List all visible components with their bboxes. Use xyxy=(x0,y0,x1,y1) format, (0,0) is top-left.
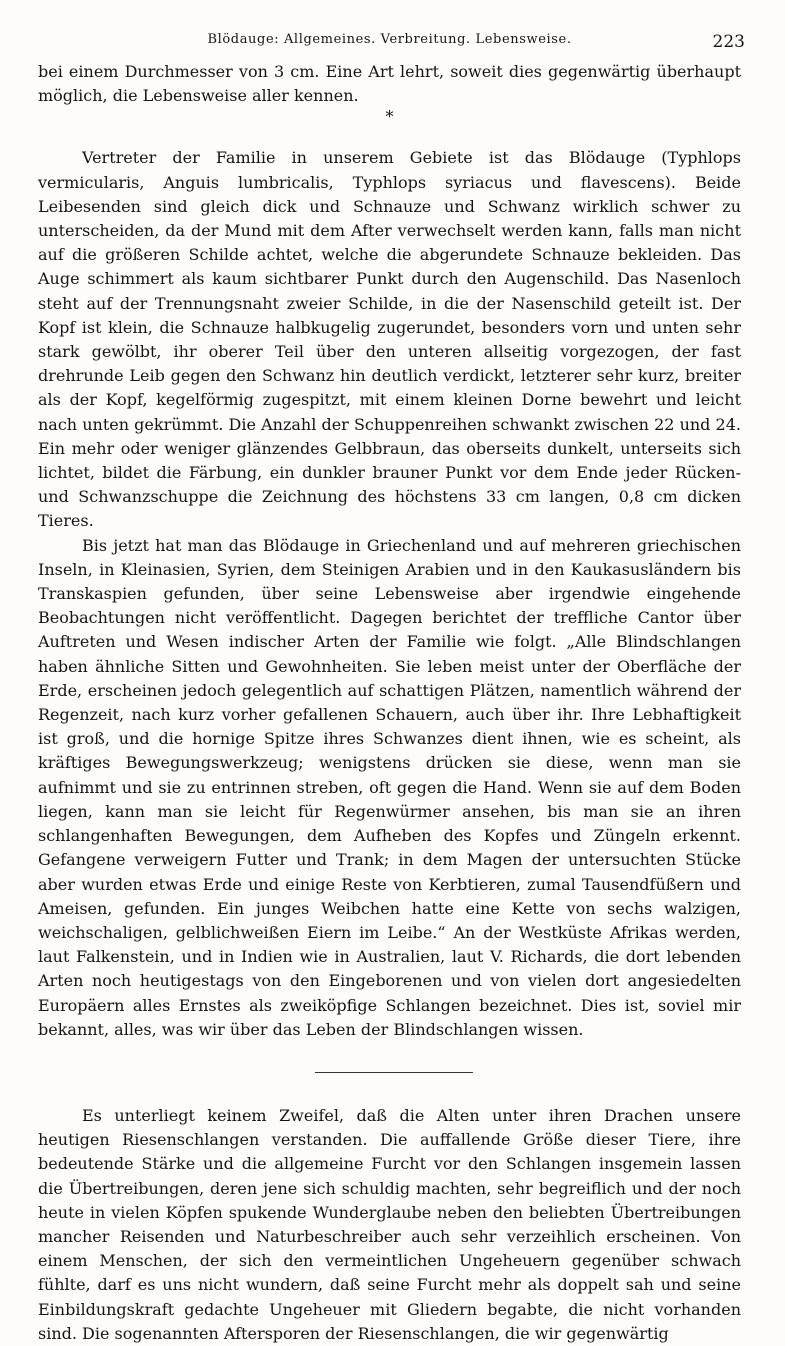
paragraph-2: Vertreter der Familie in unserem Gebiete ist das Blödauge (Typhlops vermicularis, Anguis lumbricalis, Typhlops syriacus und flavescens). Beide Leibesenden sind gleich dick und Schnauze und Schwanz wirklich schwer zu unterscheiden, da der Mund mit dem After verwechselt werden kann, falls man nicht auf die größeren Schilde achtet, welche die abgerundete Schnauze bekleiden. Das Auge schimmert als kaum sichtbarer Punkt durch den Augenschild. Das Nasenloch steht auf der Trennungsnaht zweier Schilde, in die der Nasenschild geteilt ist. Der Kopf ist klein, die Schnauze halbkugelig zugerundet, besonders vorn und unten sehr stark gewölbt, ihr oberer Teil über den unteren allseitig vorgezogen, der fast drehrunde Leib gegen den Schwanz hin deutlich verdickt, letzterer sehr kurz, breiter als der Kopf, kegelförmig zugespitzt, mit einem kleinen Dorne bewehrt und leicht nach unten gekrümmt. Die Anzahl der Schuppenreihen schwankt zwischen 22 und 24. Ein mehr oder weniger glänzendes Gelbbraun, das oberseits dunkelt, unterseits sich lichtet, bildet die Färbung, ein dunkler brauner Punkt vor dem Ende jeder Rücken- und Schwanzschuppe die Zeichnung des höchstens 33 cm langen, 0,8 cm dicken Tieres. xyxy=(38,148,741,531)
paragraph-1: bei einem Durchmesser von 3 cm. Eine Art lehrt, soweit dies gegenwärtig überhaupt möglich, die Lebensweise aller kennen. xyxy=(38,62,741,106)
divider-line xyxy=(315,1072,473,1073)
section-separator-star: * xyxy=(385,107,394,127)
section-divider xyxy=(38,1042,741,1104)
body-text xyxy=(38,60,741,1346)
header-title: Blödauge: Allgemeines. Verbreitung. Lebensweise. xyxy=(207,32,572,47)
paragraph-4: Es unterliegt keinem Zweifel, daß die Alten unter ihren Drachen unsere heutigen Riesenschlangen verstanden. Die auffallende Größe dieser Tiere, ihre bedeutende Stärke und die allgemeine Furcht vor den Schlangen insgemein lassen die Übertreibungen, deren jene sich schuldig machten, sehr begreiflich und der noch heute in vielen Köpfen spukende Wunderglaube neben den beliebten Übertreibungen mancher Reisenden und Naturbeschreiber auch sehr verzeihlich erscheinen. Von einem Menschen, der sich den vermeintlichen Ungeheuern gegenüber schwach fühlte, darf es uns nicht wundern, daß seine Furcht mehr als doppelt sah und seine Einbildungskraft gedachte Ungeheuer mit Gliedern begabte, die nicht vorhanden sind. Die sogenannten Aftersporen der Riesenschlangen, die wir gegenwärtig xyxy=(38,1105,741,1343)
running-header xyxy=(38,26,745,60)
page-number: 223 xyxy=(712,32,745,52)
paragraph-3: Bis jetzt hat man das Blödauge in Griechenland und auf mehreren griechischen Inseln, in Kleinasien, Syrien, dem Steinigen Arabien und in den Kaukasusländern bis Transkaspien gefunden, über seine Lebensweise aber irgendwie eingehende Beobachtungen nicht veröffentlicht. Dagegen berichtet der treffliche Cantor über Auftreten und Wesen indischer Arten der Familie wie folgt. „Alle Blindschlangen haben ähnliche Sitten und Gewohnheiten. Sie leben meist unter der Oberfläche der Erde, erscheinen jedoch gelegentlich auf schattigen Plätzen, namentlich während der Regenzeit, nach kurz vorher gefallenen Schauern, auch über ihr. Ihre Lebhaftigkeit ist groß, und die hornige Spitze ihres Schwanzes dient ihnen, wie es scheint, als kräftiges Bewegungswerkzeug; wenigstens drücken sie diese, wenn man sie aufnimmt und sie zu entrinnen streben, oft gegen die Hand. Wenn sie auf dem Boden liegen, kann man sie leicht für Regenwürmer ansehen, bis man sie an ihren schlangenhaften Bewegungen, dem Aufheben des Kopfes und Züngeln erkennt. Gefangene verweigern Futter und Trank; in dem Magen der untersuchten Stücke aber wurden etwas Erde und einige Reste von Kerbtieren, zumal Tausendfüßern und Ameisen, gefunden. Ein junges Weibchen hatte eine Kette von sechs walzigen, weichschaligen, gelblichweißen Eiern im Leibe.“ An der Westküste Afrikas werden, laut Falkenstein, und in Indien wie in Australien, laut V. Richards, die dort lebenden Arten noch heutigestags von den Eingeborenen und von vielen dort angesiedelten Europäern alles Ernstes als zweiköpfige Schlangen bezeichnet. Dies ist, soviel mir bekannt, alles, was wir über das Leben der Blindschlangen wissen. xyxy=(38,535,741,1039)
